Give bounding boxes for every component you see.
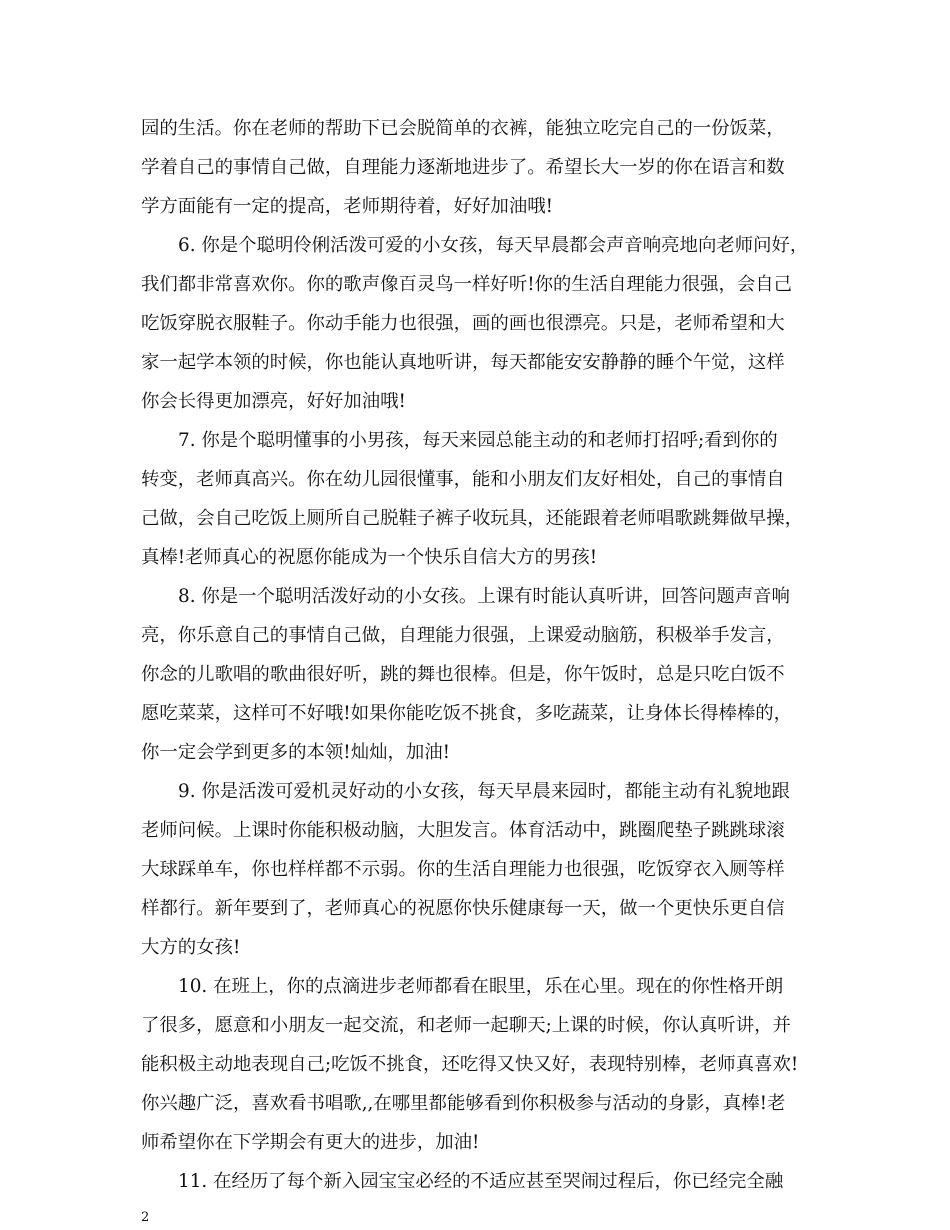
text-line: 大球踩单车，你也样样都不示弱。你的生活自理能力也很强，吃饭穿衣入厕等样 <box>141 859 785 880</box>
text-line: 你会长得更加漂亮，好好加油哦! <box>141 391 406 412</box>
paragraph-start-line: 11. 在经历了每个新入园宝宝必经的不适应甚至哭闹过程后，你已经完全融 <box>178 1171 784 1192</box>
text-line: 愿吃菜菜，这样可不好哦!如果你能吃饭不挑食，多吃蔬菜，让身体长得棒棒的， <box>141 703 793 724</box>
text-line: 师希望你在下学期会有更大的进步，加油! <box>141 1132 480 1153</box>
text-line: 学方面能有一定的提高，老师期待着，好好加油哦! <box>141 196 553 217</box>
text-line: 亮，你乐意自己的事情自己做，自理能力很强，上课爱动脑筋，积极举手发言， <box>141 625 785 646</box>
text-line: 我们都非常喜欢你。你的歌声像百灵鸟一样好听!你的生活自理能力很强，会自己 <box>141 274 793 295</box>
text-line: 真棒!老师真心的祝愿你能成为一个快乐自信大方的男孩! <box>141 547 598 568</box>
paragraph-start-line: 8. 你是一个聪明活泼好动的小女孩。上课有时能认真听讲，回答问题声音响 <box>178 586 790 607</box>
text-line: 学着自己的事情自己做，自理能力逐渐地进步了。希望长大一岁的你在语言和数 <box>141 157 785 178</box>
text-line: 转变，老师真高兴。你在幼儿园很懂事，能和小朋友们友好相处，自己的事情自 <box>141 469 785 490</box>
text-line: 吃饭穿脱衣服鞋子。你动手能力也很强，画的画也很漂亮。只是，老师希望和大 <box>141 313 785 334</box>
text-line: 大方的女孩! <box>141 937 241 958</box>
text-line: 你念的儿歌唱的歌曲很好听，跳的舞也很棒。但是，你午饭时，总是只吃白饭不 <box>141 664 785 685</box>
paragraph-start-line: 7. 你是个聪明懂事的小男孩，每天来园总能主动的和老师打招呼;看到你的 <box>178 430 778 451</box>
text-line: 能积极主动地表现自己;吃饭不挑食，还吃得又快又好，表现特别棒，老师真喜欢! <box>141 1054 799 1075</box>
paragraph-start-line: 10. 在班上，你的点滴进步老师都看在眼里，乐在心里。现在的你性格开朗 <box>178 976 784 997</box>
text-line: 你一定会学到更多的本领!灿灿，加油! <box>141 742 451 763</box>
page-number: 2 <box>141 1210 150 1225</box>
paragraph-start-line: 6. 你是个聪明伶俐活泼可爱的小女孩，每天早晨都会声音响亮地向老师问好， <box>178 235 809 256</box>
text-line: 己做，会自己吃饭上厕所自己脱鞋子裤子收玩具，还能跟着老师唱歌跳舞做早操， <box>141 508 804 529</box>
text-line: 园的生活。你在老师的帮助下已会脱简单的衣裤，能独立吃完自己的一份饭菜， <box>141 118 785 139</box>
text-line: 老师问候。上课时你能积极动脑，大胆发言。体育活动中，跳圈爬垫子跳跳球滚 <box>141 820 785 841</box>
paragraph-start-line: 9. 你是活泼可爱机灵好动的小女孩，每天早晨来园时，都能主动有礼貌地跟 <box>178 781 790 802</box>
text-line: 了很多，愿意和小朋友一起交流，和老师一起聊天;上课的时候，你认真听讲，并 <box>141 1015 791 1036</box>
text-line: 家一起学本领的时候，你也能认真地听讲，每天都能安安静静的睡个午觉，这样 <box>141 352 785 373</box>
text-line: 你兴趣广泛，喜欢看书唱歌,,在哪里都能够看到你积极参与活动的身影，真棒!老 <box>141 1093 786 1114</box>
text-line: 样都行。新年要到了，老师真心的祝愿你快乐健康每一天，做一个更快乐更自信 <box>141 898 785 919</box>
